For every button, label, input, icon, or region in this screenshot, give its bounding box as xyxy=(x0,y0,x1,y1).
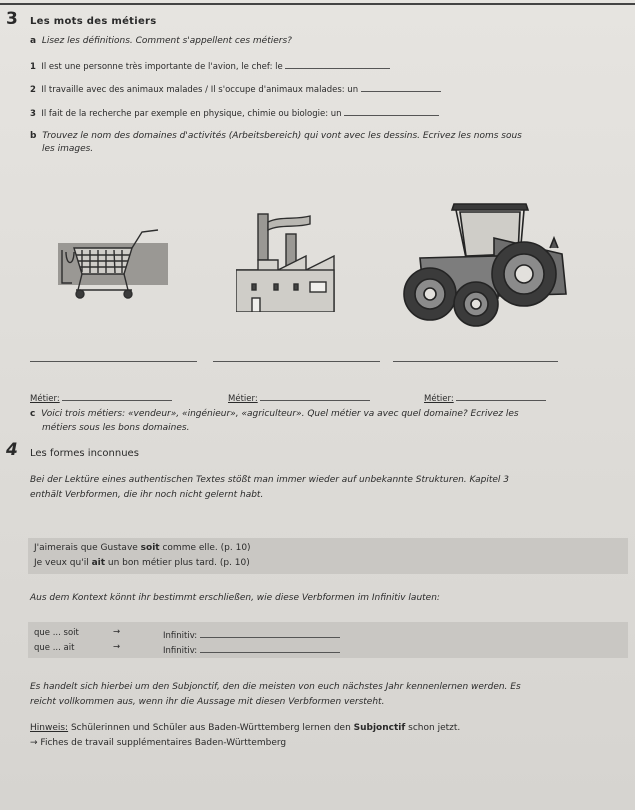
reference-line xyxy=(30,738,286,748)
part-c-instruction-1: Voici trois métiers: «vendeur», «ingénieur», «agriculteur». Quel métier va avec quel domaine? Ecrivez les xyxy=(41,409,519,419)
example-2-verb: ait xyxy=(91,558,106,568)
item-1-text: Il est une personne très importante de l'avion, le chef: le xyxy=(41,62,283,72)
part-b-instruction-1: Trouvez le nom des domaines d'activités (Arbeitsbereich) qui vont avec les dessins. Ecrivez les noms sous xyxy=(42,131,522,141)
metier-label-1: Métier: xyxy=(30,394,60,404)
metier-label-3: Métier: xyxy=(424,394,454,404)
part-b xyxy=(30,131,522,141)
infinitive-label-1: Infinitiv: xyxy=(163,631,198,641)
form-ait: que ... ait xyxy=(34,643,75,653)
exercise-4-question: Aus dem Kontext könnt ihr bestimmt erschließen, wie diese Verbformen im Infinitiv lauten: xyxy=(30,593,440,603)
item-1-number: 1 xyxy=(30,62,36,72)
exercise-4-intro-1: Bei der Lektüre eines authentischen Textes stößt man immer wieder auf unbekannte Strukturen. Kapitel 3 xyxy=(30,475,509,485)
metier-field-1 xyxy=(30,391,172,404)
item-3-text: Il fait de la recherche par exemple en physique, chimie ou biologie: un xyxy=(41,109,342,119)
exercise-4-number: 4 xyxy=(6,440,18,460)
part-c-letter: c xyxy=(30,409,36,419)
metier-field-3 xyxy=(424,391,546,404)
item-3 xyxy=(30,106,439,119)
domain-answer-line-2[interactable] xyxy=(213,361,380,362)
example-sentence-1 xyxy=(34,543,251,553)
hint-text-post: schon jetzt. xyxy=(405,723,461,733)
infinitive-label-2: Infinitiv: xyxy=(163,646,198,656)
metier-field-2 xyxy=(228,391,370,404)
example-1-verb: soit xyxy=(140,543,160,553)
item-2-answer-line[interactable] xyxy=(361,82,441,92)
exercise-3-number: 3 xyxy=(6,9,18,29)
part-c-instruction-2: métiers sous les bons domaines. xyxy=(42,423,190,433)
arrow-icon: → xyxy=(113,627,121,637)
item-2 xyxy=(30,82,441,95)
item-3-answer-line[interactable] xyxy=(344,106,439,116)
exercise-3-title: Les mots des métiers xyxy=(30,16,157,27)
hint-text-pre: Schülerinnen und Schüler aus Baden-Württemberg lernen den xyxy=(68,723,354,733)
item-2-number: 2 xyxy=(30,85,36,95)
example-sentence-2 xyxy=(34,558,250,568)
example-1-pre: J'aimerais que Gustave xyxy=(34,543,141,553)
part-b-letter: b xyxy=(30,131,37,141)
form-soit: que ... soit xyxy=(34,628,79,638)
item-3-number: 3 xyxy=(30,109,36,119)
example-1-post: comme elle. (p. 10) xyxy=(159,543,251,553)
shopping-cart-illustration xyxy=(58,228,168,300)
part-c xyxy=(30,409,519,419)
metier-answer-line-1[interactable] xyxy=(62,391,172,401)
example-2-pre: Je veux qu'il xyxy=(34,558,92,568)
infinitive-answer-line-1[interactable] xyxy=(200,628,340,638)
exercise-4-title: Les formes inconnues xyxy=(30,448,139,459)
tractor-illustration xyxy=(394,198,574,333)
part-a-instruction: Lisez les définitions. Comment s'appellent ces métiers? xyxy=(41,36,292,46)
hint-line xyxy=(30,723,460,733)
arrow-icon: → xyxy=(30,738,38,748)
subjonctif-note-1: Es handelt sich hierbei um den Subjonctif, den die meisten von euch nächstes Jahr kennenlernen werden. Es xyxy=(30,682,521,692)
infinitive-field-1 xyxy=(163,628,340,641)
arrow-icon: → xyxy=(113,642,121,652)
example-2-post: un bon métier plus tard. (p. 10) xyxy=(105,558,250,568)
part-a-letter: a xyxy=(30,36,37,46)
item-1 xyxy=(30,59,390,72)
metier-label-2: Métier: xyxy=(228,394,258,404)
hint-label: Hinweis: xyxy=(30,723,69,733)
metier-answer-line-2[interactable] xyxy=(260,391,370,401)
subjonctif-note-2: reicht vollkommen aus, wenn ihr die Aussage mit diesen Verbformen versteht. xyxy=(30,697,385,707)
metier-answer-line-3[interactable] xyxy=(456,391,546,401)
infinitive-answer-line-2[interactable] xyxy=(200,643,340,653)
item-2-text: Il travaille avec des animaux malades / Il s'occupe d'animaux malades: un xyxy=(41,85,359,95)
infinitive-field-2 xyxy=(163,643,340,656)
part-b-instruction-2: les images. xyxy=(42,144,94,154)
factory-illustration xyxy=(236,212,346,312)
domain-answer-line-1[interactable] xyxy=(30,361,197,362)
reference-text[interactable]: Fiches de travail supplémentaires Baden-Württemberg xyxy=(40,738,287,748)
exercise-4-intro-2: enthält Verbformen, die ihr noch nicht gelernt habt. xyxy=(30,490,264,500)
hint-subjonctif: Subjonctif xyxy=(353,723,406,733)
top-rule xyxy=(0,3,635,5)
part-a xyxy=(30,36,292,46)
domain-answer-line-3[interactable] xyxy=(393,361,558,362)
item-1-answer-line[interactable] xyxy=(285,59,390,69)
